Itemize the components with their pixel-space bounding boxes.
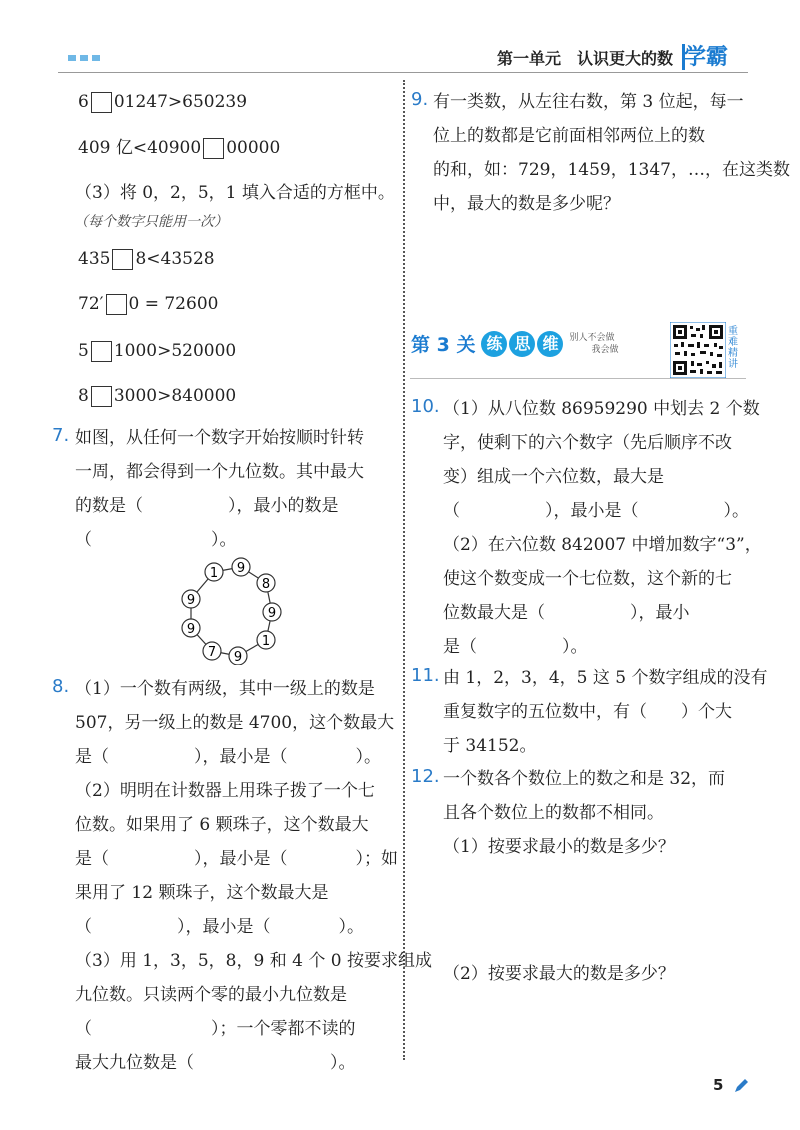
q8-line: （ ），最小是（ ）。 [75,917,364,937]
ex-line-6: 5 1000>520000 [78,341,237,361]
question-8-number: 8. [52,676,70,697]
q8-line: 最大九位数是（ ）。 [75,1053,356,1073]
q8-line: 是（ ），最小是（ ）；如 [75,849,398,869]
q12-part-2: （2）按要求最大的数是多少？ [443,964,675,984]
answer-box[interactable] [91,386,112,407]
q10-line: （2）在六位数 842007 中增加数字“3”， [443,535,762,555]
node-digit: 8 [261,577,271,592]
ex-line-2: 409 亿<40900 00000 [78,138,281,158]
question-7-number: 7. [52,425,70,446]
q10-line: 字，使剩下的六个数字（先后顺序不改 [443,433,732,453]
q10-line: 是（ ）。 [443,637,588,657]
qr-label: 重难精讲 [728,326,738,370]
q11-line: 于 34152。 [443,736,537,756]
brand-logo: 学霸 [684,45,729,70]
page-number: 5 [713,1076,724,1094]
question-11-number: 11. [411,665,440,686]
q8-line: 果用了 12 颗珠子，这个数最大是 [75,883,329,903]
q10-line: 使这个数变成一个七位数，这个新的七 [443,569,732,589]
q12-line: 一个数各个数位上的数之和是 32，而 [443,769,726,789]
q8-line: （3）用 1，3，5，8，9 和 4 个 0 按要求组成 [75,951,432,971]
node-digit: 9 [186,593,196,608]
digit-node [229,647,247,665]
question-9-number: 9. [411,89,429,110]
q8-line: （1）一个数有两级，其中一级上的数是 [75,679,375,699]
digit-node [182,590,200,608]
q10-line: （1）从八位数 86959290 中划去 2 个数 [443,399,760,419]
node-digit: 1 [209,566,219,581]
node-digit: 9 [233,650,243,665]
digit-node [203,642,221,660]
answer-box[interactable] [106,294,127,315]
badge-char: 维 [537,331,563,357]
ex-line-5: 72′ 0 = 72600 [78,294,219,314]
node-digit: 9 [186,622,196,637]
q8-line: 位数。如果用了 6 颗珠子，这个数最大 [75,815,369,835]
answer-box[interactable] [112,249,133,270]
q10-line: 位数最大是（ ），最小 [443,603,690,623]
q11-line: 重复数字的五位数中，有（ ）个大 [443,702,732,722]
node-digit: 9 [236,561,246,576]
badge-char: 练 [481,331,507,357]
pencil-icon [733,1078,749,1094]
node-digit: 7 [207,645,217,660]
column-divider [403,80,405,1060]
ex-3-prompt: （3）将 0，2，5，1 填入合适的方框中。 [75,183,395,203]
q7-line: 一周，都会得到一个九位数。其中最大 [75,462,364,482]
handwritten-note: （每个数字只能用一次） [74,214,228,230]
q12-line: 且各个数位上的数都不相同。 [443,803,664,823]
q9-line: 位上的数都是它前面相邻两位上的数 [433,126,705,146]
ex-line-4: 435 8<43528 [78,249,215,269]
question-12-number: 12. [411,766,440,787]
q10-line: 变）组成一个六位数，最大是 [443,467,664,487]
section-3-badge [481,331,563,357]
unit-title: 第一单元 认识更大的数 [497,49,674,68]
section-3-slogan [569,332,618,356]
q8-line: 507，另一级上的数是 4700，这个数最大 [75,713,395,733]
q7-line: 的数是（ ），最小的数是 [75,496,339,516]
question-10-number: 10. [411,396,440,417]
q8-line: （ ）；一个零都不读的 [75,1019,356,1039]
digit-node [232,558,250,576]
q8-line: 九位数。只读两个零的最小九位数是 [75,985,347,1005]
digit-node [205,563,223,581]
digit-node [263,603,281,621]
digit-node [257,631,275,649]
q8-line: （2）明明在计数器上用珠子拨了一个七 [75,781,375,801]
digit-node [182,619,200,637]
section-3-title: 第 3 关 [411,334,476,356]
q12-line: （1）按要求最小的数是多少？ [443,837,675,857]
ex-line-7: 8 3000>840000 [78,386,237,406]
q10-line: （ ），最小是（ ）。 [443,501,749,521]
q11-line: 由 1，2，3，4，5 这 5 个数字组成的没有 [443,668,768,688]
header-decoration [68,55,100,61]
q9-line: 的和，如：729，1459，1347，…，在这类数 [433,160,790,180]
answer-box[interactable] [91,341,112,362]
node-digit: 1 [261,634,271,649]
q7-line: 如图，从任何一个数字开始按顺时针转 [75,428,364,448]
header-rule [58,72,748,73]
slogan-line-1: 别人不会做 [569,332,615,343]
digit-node [257,574,275,592]
badge-char: 思 [509,331,535,357]
digit-ring-figure [175,555,285,665]
q9-line: 有一类数，从左往右数，第 3 位起，每一 [433,92,744,112]
qr-code-icon[interactable] [670,322,726,378]
q8-line: 是（ ），最小是（ ）。 [75,747,381,767]
q9-line: 中，最大的数是多少呢？ [433,194,620,214]
ex-line-1: 6 01247>650239 [78,92,248,112]
q7-line: （ ）。 [75,530,237,550]
node-digit: 9 [267,606,277,621]
slogan-line-2: 我会做 [591,344,619,355]
section-3-header [411,330,618,357]
answer-box[interactable] [203,138,224,159]
answer-box[interactable] [91,92,112,113]
section-3-rule [410,378,746,379]
